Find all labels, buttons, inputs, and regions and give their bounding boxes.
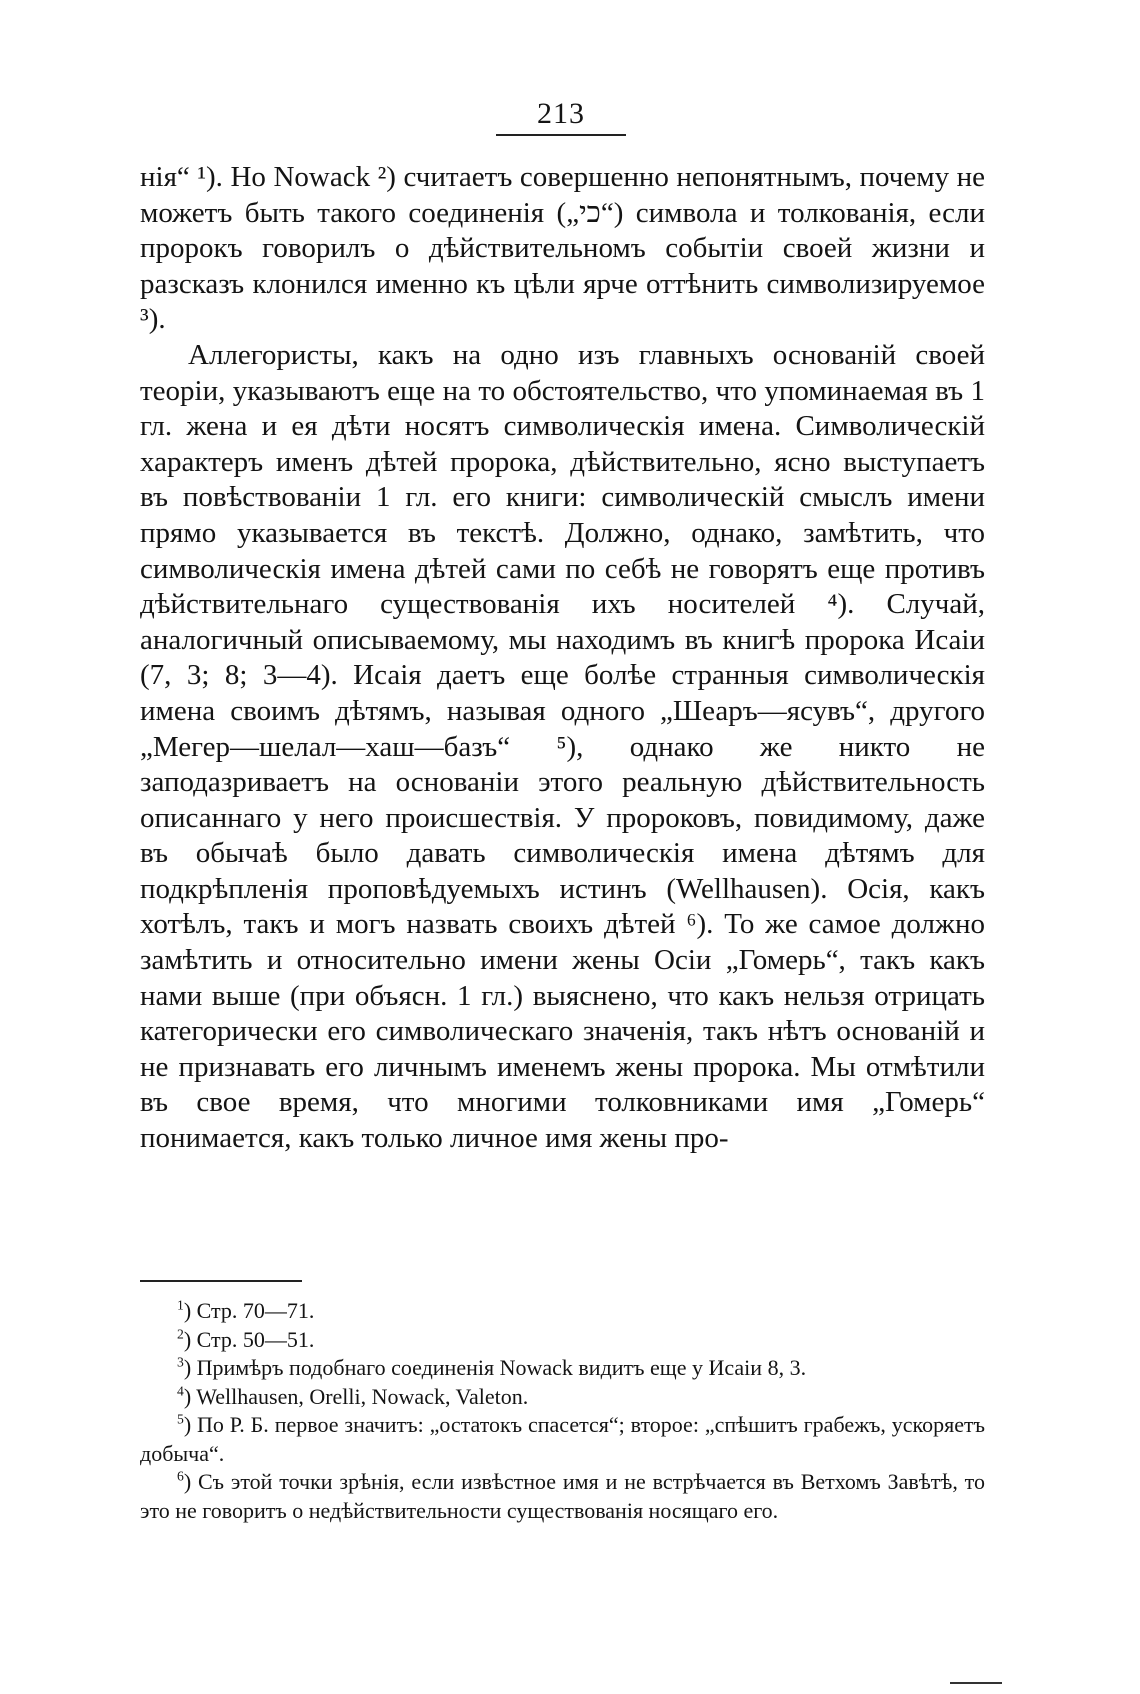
footnote-text: Стр. 50—51. <box>196 1326 315 1352</box>
footnote-3: $^3$) Примѣръ подобнаго соединенія Nowack видитъ еще у Исаіи 8, 3. <box>177 1354 807 1380</box>
paragraph-2: Аллегористы, какъ на одно изъ главныхъ основаній своей теоріи, указываютъ еще на то обстоятельство, что упоминаемая въ 1 гл. жена и ея дѣти носятъ символическія имена. Символическій характеръ именъ дѣтей пророка, дѣйствительно, ясно выступаетъ въ повѣствованіи 1 гл. его книги: символическій смыслъ имени прямо указывается въ текстѣ. Должно, однако, замѣтить, что символическія имена дѣтей сами по себѣ не говорятъ еще противъ дѣйствительнаго существованія ихъ носителей ⁴). Случай, аналогичный описываемому, мы находимъ въ книгѣ пророка Исаіи (7, 3; 8; 3—4). Исаія даетъ еще болѣе странныя символическія имена своимъ дѣтямъ, называя одного „Шеаръ—ясувъ“, другого „Мегер—шелал—хаш—базъ“ ⁵), однако же никто не заподазриваетъ на основаніи этого реальную дѣйствительность описаннаго у него происшествія. У пророковъ, повидимому, даже въ обычаѣ было давать символическія имена дѣтямъ для подкрѣпленія проповѣдуемыхъ истинъ (Wellhausen). Осія, какъ хотѣлъ, такъ и могъ назвать своихъ дѣтей ⁶). То же самое должно замѣтить и относительно имени жены Осіи „Гомерь“, такъ какъ нами выше (при объясн. 1 гл.) выяснено, что какъ нельзя отрицать категорически его символическаго значенія, такъ нѣтъ основаній и не признавать его личнымъ именемъ жены пророка. Мы отмѣтили въ свое время, что многими толковниками имя „Гомерь“ понимается, какъ только личное имя жены про- <box>140 338 985 1155</box>
footnote-mark: 4 <box>177 1383 184 1399</box>
footnote-mark: 5 <box>177 1411 184 1427</box>
page-number: 213 <box>496 96 626 136</box>
footnote-4: $^4$) Wellhausen, Orelli, Nowack, Valeton. <box>177 1383 529 1409</box>
footnote-text: Wellhausen, Orelli, Nowack, Valeton. <box>196 1383 529 1409</box>
footnote-separator <box>140 1280 302 1282</box>
footnote-1: $^1$) Стр. 70—71. <box>177 1297 315 1323</box>
corner-rule <box>950 1682 1002 1684</box>
footnote-mark: 6 <box>177 1468 184 1484</box>
footnote-mark: 2 <box>177 1326 184 1342</box>
footnote-6: $^6$) Съ этой точки зрѣнія, если извѣстное имя и не встрѣчается въ Ветхомъ Завѣтѣ, то это не говоритъ о недѣйствительности существованія носящаго его. <box>140 1468 986 1523</box>
footnotes <box>140 1297 985 1525</box>
footnote-text: Стр. 70—71. <box>196 1298 315 1323</box>
footnote-5: $^5$) По Р. Б. первое значитъ: „остатокъ спасется“; второе: „спѣшитъ грабежъ, ускоряетъ добыча“. <box>140 1411 985 1466</box>
footnote-mark: 3 <box>177 1354 184 1370</box>
paragraph-1: нія“ ¹). Но Nowack ²) считаетъ совершенно непонятнымъ, почему не можетъ быть такого соединенія („כי“) символа и толкованія, если пророкъ говорилъ о дѣйствительномъ событіи своей жизни и разсказъ клонился именно къ цѣли ярче оттѣнить символизируемое ³). <box>140 161 985 336</box>
footnote-text: Примѣръ подобнаго соединенія Nowack видитъ еще у Исаіи 8, 3. <box>196 1355 807 1380</box>
footnote-text: Съ этой точки зрѣнія, если извѣстное имя и не встрѣчается въ Ветхомъ Завѣтѣ, то это не говоритъ о недѣйствительности существованія носящаго его. <box>140 1469 986 1523</box>
main-text <box>140 160 985 1157</box>
footnote-text: По Р. Б. первое значитъ: „остатокъ спасется“; второе: „спѣшитъ грабежъ, ускоряетъ добыча“. <box>140 1412 985 1466</box>
footnote-mark: 1 <box>177 1297 184 1313</box>
footnote-2: $^2$) Стр. 50—51. <box>177 1326 315 1352</box>
